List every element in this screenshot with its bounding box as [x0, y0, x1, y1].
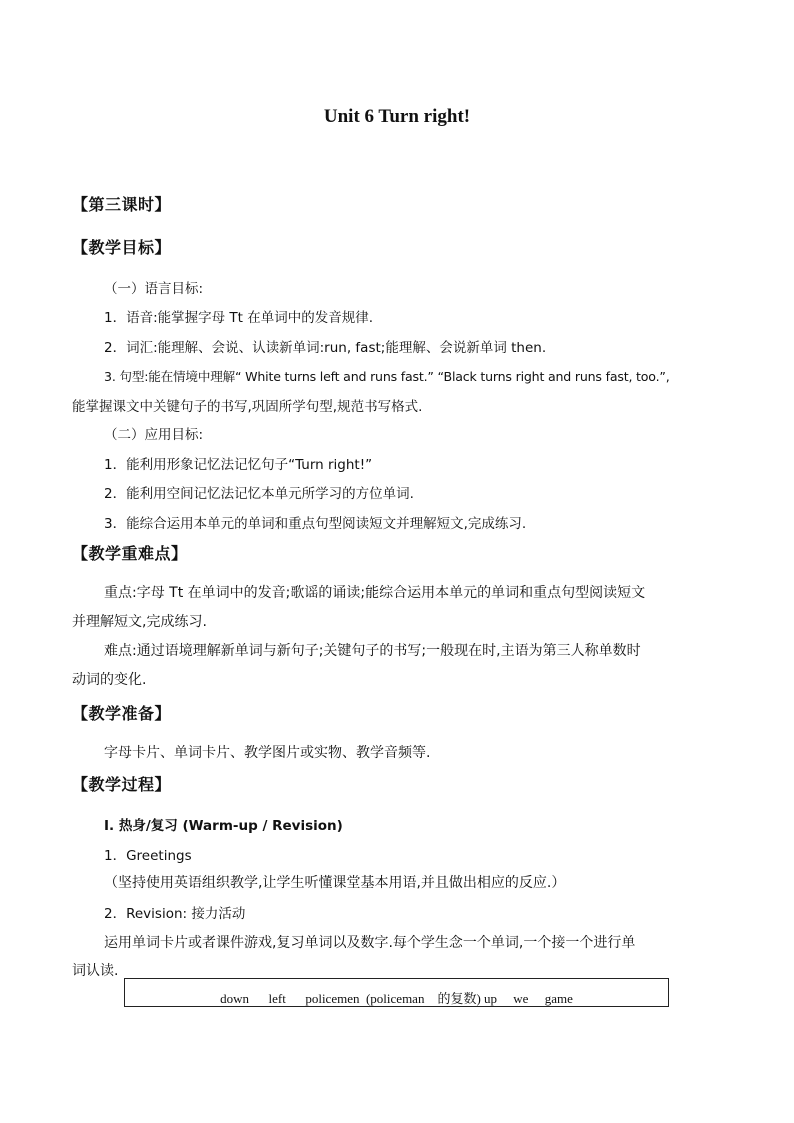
goal-item: 1．能利用形象记忆法记忆句子“Turn right!” — [104, 457, 373, 473]
goal-item: 2．能利用空间记忆法记忆本单元所学习的方位单词. — [104, 486, 414, 502]
step-warmup: I. 热身/复习 (Warm-up / Revision) — [104, 818, 343, 834]
goal-item: 2．词汇:能理解、会说、认读新单词:run, fast;能理解、会说新单词 then. — [104, 340, 547, 356]
preparation-text: 字母卡片、单词卡片、教学图片或实物、教学音频等. — [104, 745, 431, 761]
key-point-text: 重点:字母 Tt 在单词中的发音;歌谣的诵读;能综合运用本单元的单词和重点句型阅读短文 — [104, 585, 646, 601]
document-title: Unit 6 Turn right! — [323, 106, 471, 127]
heading-preparation: 【教学准备】 — [72, 704, 172, 723]
goal-item: 1．语音:能掌握字母 Tt 在单词中的发音规律. — [104, 310, 374, 326]
goal-item: 3. 句型:能在情境中理解“ White turns left and runs fast.” “Black turns right and runs fast, too.”, — [104, 369, 670, 384]
heading-key-points: 【教学重难点】 — [72, 544, 188, 563]
goal-item-continuation: 能掌握课文中关键句子的书写,巩固所学句型,规范书写格式. — [72, 399, 423, 415]
difficulty-text: 难点:通过语境理解新单词与新句子;关键句子的书写;一般现在时,主语为第三人称单数时 — [104, 643, 641, 659]
step-item: 2．Revision: 接力活动 — [104, 906, 246, 922]
heading-goals: 【教学目标】 — [72, 238, 172, 257]
goal-application-header: （二）应用目标: — [104, 427, 204, 443]
heading-process: 【教学过程】 — [72, 775, 172, 794]
difficulty-text: 动词的变化. — [72, 672, 147, 688]
step-text: 运用单词卡片或者课件游戏,复习单词以及数字.每个学生念一个单词,一个接一个进行单 — [104, 935, 636, 951]
goal-language-header: （一）语言目标: — [104, 281, 204, 297]
word-list-box — [124, 978, 669, 1007]
goal-item: 3．能综合运用本单元的单词和重点句型阅读短文并理解短文,完成练习. — [104, 516, 527, 532]
heading-lesson: 【第三课时】 — [72, 195, 172, 214]
key-point-text: 并理解短文,完成练习. — [72, 614, 207, 630]
step-item: 1．Greetings — [104, 848, 192, 864]
step-text: 词认读. — [72, 963, 119, 979]
step-note: （坚持使用英语组织教学,让学生听懂课堂基本用语,并且做出相应的反应.） — [104, 875, 566, 891]
word-list-text: down left policemen (policeman 的复数) up we game — [220, 991, 573, 1006]
